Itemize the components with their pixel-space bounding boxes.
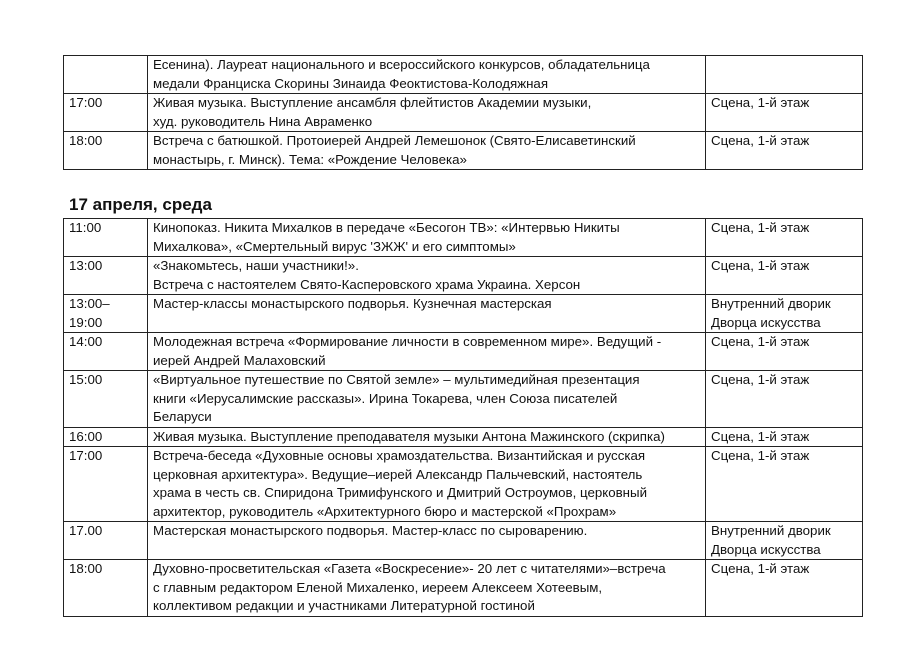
event-description-cell bbox=[148, 333, 706, 371]
schedule-row bbox=[64, 257, 863, 295]
venue-cell: Внутренний дворик Дворца искусства bbox=[706, 522, 863, 560]
event-description-cell bbox=[148, 427, 706, 447]
event-description-line: Есенина). Лауреат национального и всероссийского конкурсов, обладательница bbox=[153, 57, 650, 72]
schedule-row bbox=[64, 132, 863, 170]
schedule-table-body bbox=[64, 56, 863, 170]
event-description-line: Встреча-беседа «Духовные основы храмоздательства. Византийская и русская bbox=[153, 448, 646, 463]
schedule-row bbox=[64, 560, 863, 617]
event-description-cell bbox=[148, 56, 706, 94]
event-description-cell bbox=[148, 447, 706, 522]
schedule-row bbox=[64, 522, 863, 560]
time-cell bbox=[64, 56, 148, 94]
time-cell: 17:00 bbox=[64, 447, 148, 522]
time-cell: 11:00 bbox=[64, 219, 148, 257]
time-cell: 18:00 bbox=[64, 560, 148, 617]
time-cell: 17.00 bbox=[64, 522, 148, 560]
event-description-line: Мастер-классы монастырского подворья. Кузнечная мастерская bbox=[153, 296, 552, 311]
venue-cell: Сцена, 1-й этаж bbox=[706, 371, 863, 428]
event-description-cell bbox=[148, 295, 706, 333]
schedule-row bbox=[64, 219, 863, 257]
schedule-row bbox=[64, 427, 863, 447]
schedule-row bbox=[64, 371, 863, 428]
event-description-line: Мастерская монастырского подворья. Мастер-класс по сыроварению. bbox=[153, 523, 588, 538]
schedule-table-april-17 bbox=[63, 218, 863, 617]
event-description-cell bbox=[148, 94, 706, 132]
venue-cell: Сцена, 1-й этаж bbox=[706, 132, 863, 170]
event-description-cell bbox=[148, 560, 706, 617]
event-description-line: медали Франциска Скорины Зинаида Феоктистова-Колодяжная bbox=[153, 75, 549, 91]
event-description-line: «Виртуальное путешествие по Святой земле» – мультимедийная презентация bbox=[153, 372, 640, 387]
event-description-line: книги «Иерусалимские рассказы». Ирина Токарева, член Союза писателей bbox=[153, 390, 618, 406]
event-description-line: Встреча с батюшкой. Протоиерей Андрей Лемешонок (Свято-Елисаветинский bbox=[153, 133, 636, 148]
event-description-line: Встреча с настоятелем Свято-Касперовского храма Украина. Херсон bbox=[153, 276, 581, 292]
event-description-line: Духовно-просветительская «Газета «Воскресение»- 20 лет с читателями»–встреча bbox=[153, 561, 666, 576]
venue-cell: Сцена, 1-й этаж bbox=[706, 257, 863, 295]
event-description-cell bbox=[148, 257, 706, 295]
event-description-cell bbox=[148, 132, 706, 170]
time-cell: 14:00 bbox=[64, 333, 148, 371]
event-description-line: храма в честь св. Спиридона Тримифунского и Дмитрий Остроумов, церковный bbox=[153, 485, 648, 500]
time-cell: 13:00–19:00 bbox=[64, 295, 148, 333]
time-cell: 13:00 bbox=[64, 257, 148, 295]
event-description-cell bbox=[148, 371, 706, 428]
event-description-line: Беларуси bbox=[153, 409, 212, 424]
venue-cell: Сцена, 1-й этаж bbox=[706, 447, 863, 522]
schedule-row bbox=[64, 333, 863, 371]
event-description-cell bbox=[148, 522, 706, 560]
venue-cell: Сцена, 1-й этаж bbox=[706, 94, 863, 132]
venue-cell: Сцена, 1-й этаж bbox=[706, 333, 863, 371]
venue-cell: Сцена, 1-й этаж bbox=[706, 427, 863, 447]
event-description-line: худ. руководитель Нина Авраменко bbox=[153, 113, 373, 129]
time-cell: 15:00 bbox=[64, 371, 148, 428]
event-description-line: архитектор, руководитель «Архитектурного бюро и мастерской «Прохрам» bbox=[153, 503, 617, 519]
event-description-line: Михалкова», «Смертельный вирус 'ЗЖЖ' и его симптомы» bbox=[153, 238, 516, 254]
schedule-table-body bbox=[64, 219, 863, 617]
schedule-row bbox=[64, 56, 863, 94]
schedule-table-continued bbox=[63, 55, 863, 170]
venue-cell: Внутренний дворик Дворца искусства bbox=[706, 295, 863, 333]
event-description-line: церковная архитектура». Ведущие–иерей Александр Пальчевский, настоятель bbox=[153, 466, 643, 482]
event-description-line: Молодежная встреча «Формирование личности в современном мире». Ведущий - bbox=[153, 334, 662, 349]
schedule-row bbox=[64, 447, 863, 522]
time-cell: 16:00 bbox=[64, 427, 148, 447]
event-description-line: «Знакомьтесь, наши участники!». bbox=[153, 258, 359, 273]
event-description-line: монастырь, г. Минск). Тема: «Рождение Человека» bbox=[153, 151, 467, 167]
event-description-line: с главным редактором Еленой Михаленко, иереем Алексеем Хотеевым, bbox=[153, 579, 603, 595]
event-description-line: иерей Андрей Малаховский bbox=[153, 352, 326, 368]
event-description-line: Живая музыка. Выступление преподавателя музыки Антона Мажинского (скрипка) bbox=[153, 428, 665, 444]
venue-cell bbox=[706, 56, 863, 94]
time-cell: 17:00 bbox=[64, 94, 148, 132]
event-description-line: коллективом редакции и участниками Литературной гостиной bbox=[153, 598, 535, 613]
schedule-row bbox=[64, 295, 863, 333]
venue-cell: Сцена, 1-й этаж bbox=[706, 560, 863, 617]
event-description-line: Кинопоказ. Никита Михалков в передаче «Бесогон ТВ»: «Интервью Никиты bbox=[153, 220, 620, 235]
event-description-cell bbox=[148, 219, 706, 257]
venue-cell: Сцена, 1-й этаж bbox=[706, 219, 863, 257]
day-heading: 17 апреля, среда bbox=[69, 195, 212, 214]
schedule-row bbox=[64, 94, 863, 132]
event-description-line: Живая музыка. Выступление ансамбля флейтистов Академии музыки, bbox=[153, 95, 592, 110]
time-cell: 18:00 bbox=[64, 132, 148, 170]
